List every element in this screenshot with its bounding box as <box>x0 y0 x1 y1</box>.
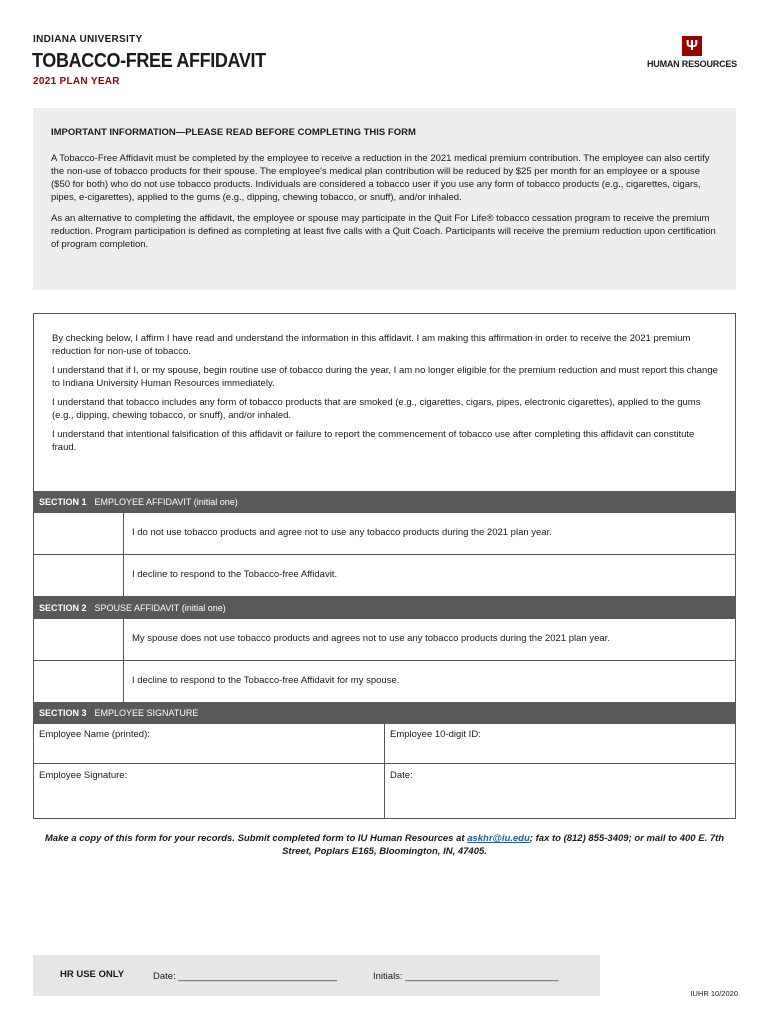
iu-trident-icon: Ψ <box>682 36 702 56</box>
initial-box[interactable] <box>34 513 124 554</box>
footer-text-post: ; fax to (812) 855-3409; or mail to 400 E. 7th Street, Poplars E165, Bloomington, IN, 47405. <box>282 833 725 857</box>
employee-id-field[interactable]: Employee 10-digit ID: <box>390 729 481 740</box>
date-field[interactable]: Date: <box>390 770 413 781</box>
hr-initials-field[interactable]: Initials: _____________________________ <box>373 971 559 982</box>
section-1-number: SECTION 1 <box>39 497 87 507</box>
option-text: I do not use tobacco products and agree not to use any tobacco products during the 2021 plan year. <box>132 527 552 538</box>
section-1-option-1 <box>33 513 736 555</box>
option-text: My spouse does not use tobacco products and agrees not to use any tobacco products during the 2021 plan year. <box>132 633 610 644</box>
section-3-title: EMPLOYEE SIGNATURE <box>94 708 199 718</box>
plan-year: 2021 PLAN YEAR <box>33 76 120 87</box>
section-1-header <box>33 491 736 513</box>
section-2-title: SPOUSE AFFIDAVIT (initial one) <box>94 603 226 613</box>
section-1-title: EMPLOYEE AFFIDAVIT (initial one) <box>94 497 238 507</box>
section-1-option-2 <box>33 555 736 597</box>
initial-box[interactable] <box>34 619 124 660</box>
form-code: IUHR 10/2020 <box>690 989 738 998</box>
section-3-header <box>33 702 736 724</box>
email-link[interactable]: askhr@iu.edu <box>467 833 530 844</box>
info-heading: IMPORTANT INFORMATION—PLEASE READ BEFORE COMPLETING THIS FORM <box>51 127 416 138</box>
section-2-header <box>33 597 736 619</box>
initial-box[interactable] <box>34 555 124 596</box>
initial-box[interactable] <box>34 661 124 702</box>
signature-table <box>33 723 736 819</box>
hr-date-field[interactable]: Date: ______________________________ <box>153 971 337 982</box>
form-title: TOBACCO-FREE AFFIDAVIT <box>32 50 266 72</box>
affirm-paragraph-4: I understand that intentional falsification of this affidavit or failure to report the commencement of tobacco use after completing this affidavit can constitute fraud. <box>52 429 695 453</box>
footer-text-pre: Make a copy of this form for your records. Submit completed form to IU Human Resources at <box>44 833 468 844</box>
employee-name-field[interactable]: Employee Name (printed): <box>39 729 150 740</box>
divider <box>34 763 735 764</box>
hr-use-only-box <box>33 955 600 996</box>
logo-text: HUMAN RESOURCES <box>646 59 737 69</box>
affirmation-box <box>33 313 736 491</box>
employee-signature-field[interactable]: Employee Signature: <box>39 770 128 781</box>
affirm-paragraph-2: I understand that if I, or my spouse, begin routine use of tobacco during the year, I am no longer eligible for the premium reduction and must report this change to Indiana University Human Resources immediately. <box>52 365 718 389</box>
divider <box>384 723 385 818</box>
affirm-paragraph-1: By checking below, I affirm I have read and understand the information in this affidavit. I am making this affirmation in order to receive the 2021 premium reduction for non-use of tobacco. <box>52 333 691 357</box>
hr-use-label: HR USE ONLY <box>60 969 125 980</box>
option-text: I decline to respond to the Tobacco-free Affidavit for my spouse. <box>132 675 400 686</box>
section-2-number: SECTION 2 <box>39 603 87 613</box>
submission-instructions <box>33 832 736 858</box>
section-3-number: SECTION 3 <box>39 708 87 718</box>
university-name: INDIANA UNIVERSITY <box>33 34 143 45</box>
section-2-option-2 <box>33 661 736 703</box>
section-2-option-1 <box>33 619 736 661</box>
info-paragraph-2: As an alternative to completing the affidavit, the employee or spouse may participate in the Quit For Life® tobacco cessation program to receive the premium reduction. Program participation is defined as completing at least five calls with a Quit Coach. Participants will receive the premium reduction upon certification of program completion. <box>51 213 716 250</box>
option-text: I decline to respond to the Tobacco-free Affidavit. <box>132 569 338 580</box>
hr-logo <box>644 36 740 69</box>
important-info-box <box>33 108 736 290</box>
info-paragraph-1: A Tobacco-Free Affidavit must be completed by the employee to receive a reduction in the 2021 medical premium contribution. The employee can also certify the non-use of tobacco products for their spouse. The employee's medical plan contribution will be reduced by $25 per month for an employee or a spouse ($50 for both) who do not use tobacco products. Individuals are considered a tobacco user if you use any form of tobacco products (e.g., cigarettes, cigars, pipes, e-cigarettes), applied to the gums (e.g., dipping, chewing tobacco, or snuff), and/or inhaled. <box>51 153 710 203</box>
affirm-paragraph-3: I understand that tobacco includes any form of tobacco products that are smoked (e.g., cigarettes, cigars, pipes, electronic cigarettes), applied to the gums (e.g., dipping, chewing tobacco, or snuff), and/or inhaled. <box>52 397 701 421</box>
